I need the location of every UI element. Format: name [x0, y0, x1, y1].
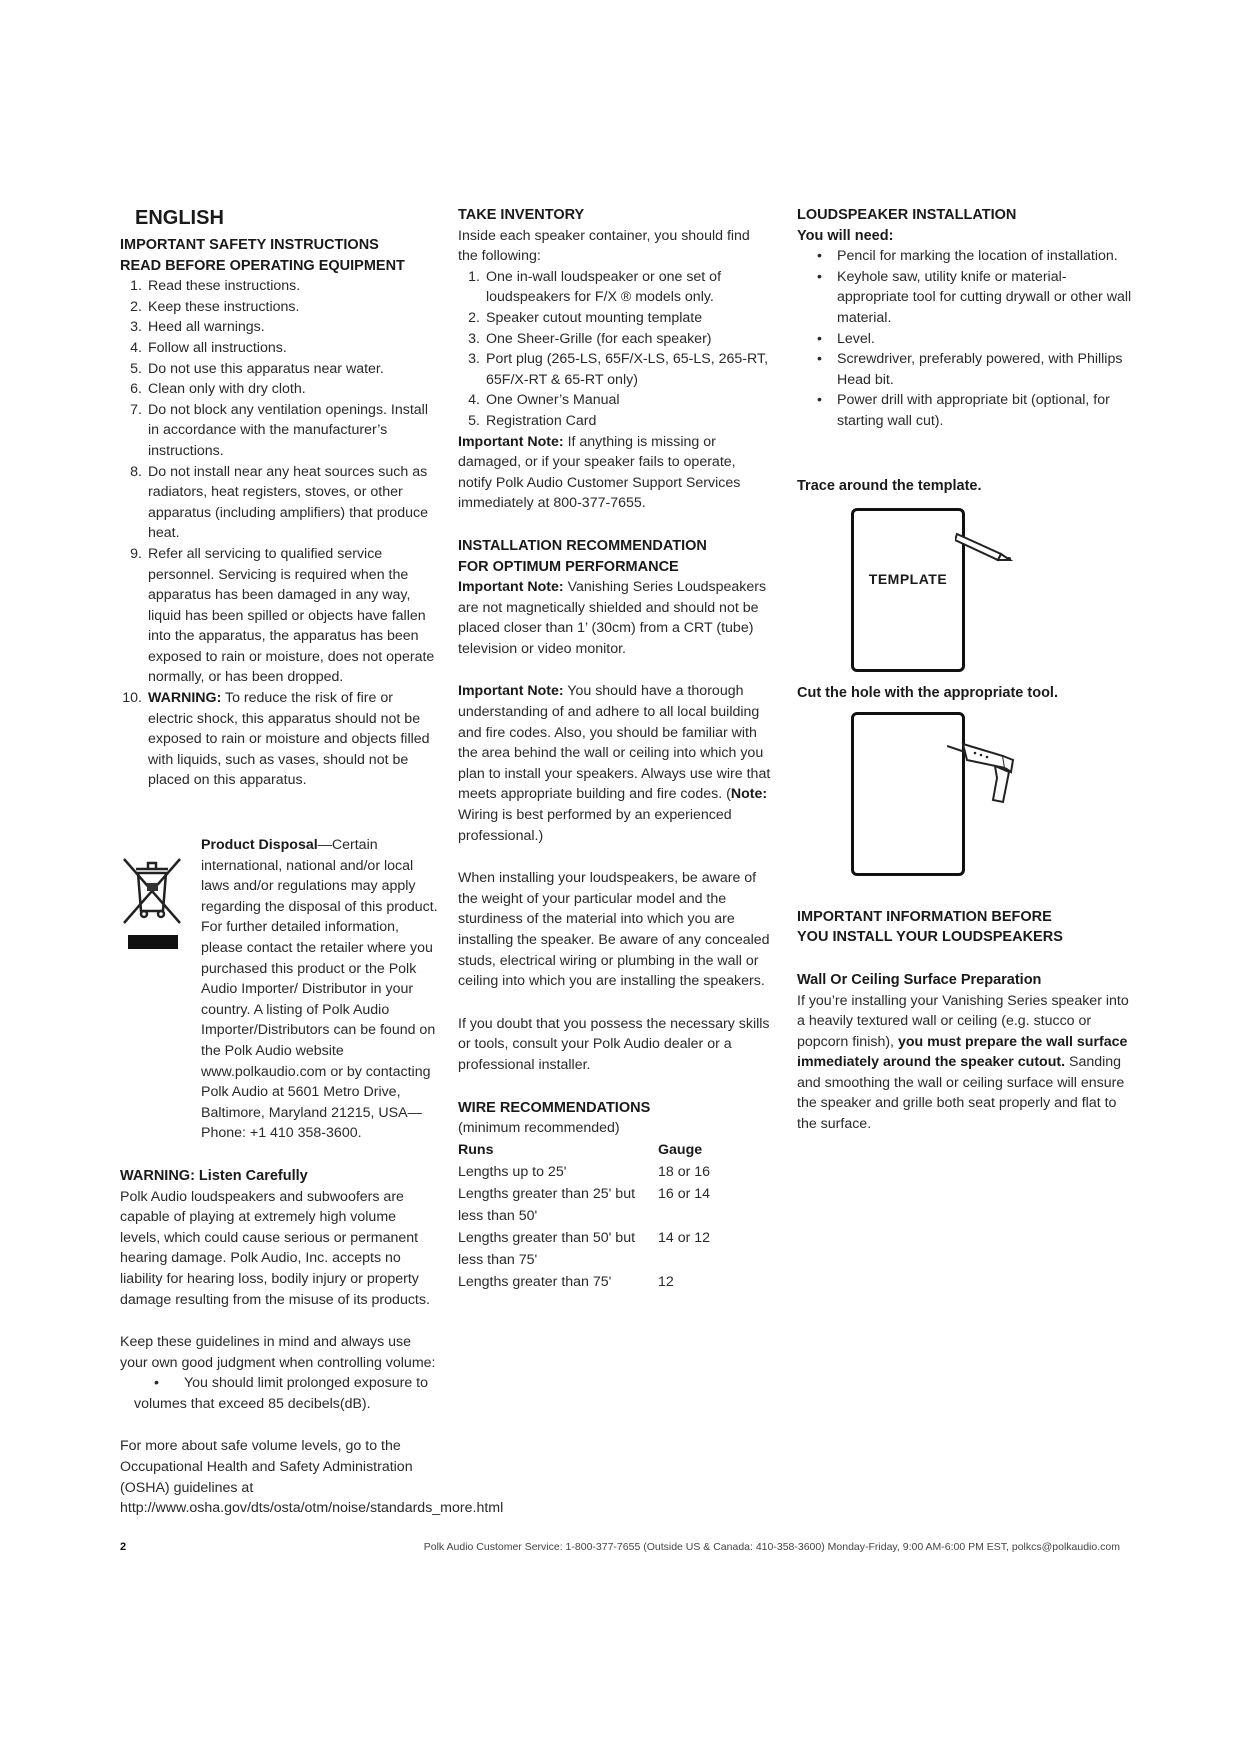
listen-heading: WARNING: Listen Carefully — [120, 1167, 308, 1184]
template-panel: TEMPLATE — [851, 508, 965, 672]
column-safety — [120, 205, 504, 1519]
wire-heading: WIRE RECOMMENDATIONS — [458, 1099, 651, 1116]
list-item: 8. Do not install near any heat sources such as radiators, heat registers, stoves, or other apparatus (including amplifiers) that produce heat. — [130, 463, 428, 542]
osha-paragraph: For more about safe volume levels, go to the Occupational Health and Safety Administration (OSHA) guidelines at http://www.osha.gov/dts/osta/otm/noise/standards_more.html — [120, 1438, 504, 1517]
doubt-paragraph: If you doubt that you possess the necessary skills or tools, consult your Polk Audio dealer or a professional installer. — [458, 1015, 770, 1073]
wire-table — [458, 1139, 710, 1293]
installation-heading: LOUDSPEAKER INSTALLATION — [797, 207, 1017, 223]
list-item: 2. Speaker cutout mounting template — [468, 309, 703, 326]
list-item: 3. Port plug (265-LS, 65F/X-LS, 65-LS, 265-RT, 65F/X-RT & 65-RT only) — [468, 351, 769, 388]
listen-paragraph: Polk Audio loudspeakers and subwoofers are capable of playing at extremely high volume levels, which could cause serious or permanent hearing damage. Polk Audio, Inc. accepts no liability for hearing loss, bodily injury or property damage resulting from the misuse of its products. — [120, 1188, 430, 1308]
list-item: 5. Registration Card — [468, 412, 597, 429]
recommendation-heading: INSTALLATION RECOMMENDATION FOR OPTIMUM PERFORMANCE — [458, 537, 707, 575]
important-info-heading: IMPORTANT INFORMATION BEFORE YOU INSTALL YOUR LOUDSPEAKERS — [797, 908, 1063, 946]
column-installation — [797, 205, 1132, 1135]
list-item: • Power drill with appropriate bit (optional, for starting wall cut). — [817, 392, 1110, 429]
wire-subheading: (minimum recommended) — [458, 1120, 620, 1137]
page-number: 2 — [120, 1541, 127, 1553]
product-disposal: Product Disposal—Certain international, national and/or local laws and/or regulations may apply regarding the disposal of this product. For further detailed information, please contact the retailer where you purchased this product or the Polk Audio Importer/ Distributor in your country. A listing of Polk Audio Importer/Distributors can be found on the Polk Audio website www.polkaudio.com or by contacting Polk Audio at 5601 Metro Drive, Baltimore, Maryland 21215, USA—Phone: +1 410 358-3600. — [120, 835, 440, 1144]
tools-list — [797, 246, 1132, 431]
table-header-row: Runs Gauge — [458, 1141, 703, 1158]
table-row: Lengths up to 25' 18 or 16 — [458, 1163, 711, 1180]
inventory-list — [458, 267, 773, 432]
trace-caption: Trace around the template. — [797, 477, 982, 494]
list-item: 3. Heed all warnings. — [130, 319, 265, 336]
list-item: 5. Do not use this apparatus near water. — [130, 360, 384, 377]
list-item: • Pencil for marking the location of installation. — [817, 248, 1118, 265]
safety-instructions-list — [120, 276, 440, 791]
safety-heading: IMPORTANT SAFETY INSTRUCTIONS READ BEFORE OPERATING EQUIPMENT — [120, 237, 405, 274]
list-item: 9. Refer all servicing to qualified service personnel. Servicing is required when the apparatus has been damaged in any way, liquid has been spilled or objects have fallen into the apparatus, the apparatus has been exposed to rain or moisture, does not operate normally, or has been dropped. — [130, 545, 435, 686]
pencil-icon — [955, 528, 1015, 568]
list-item: 6. Clean only with dry cloth. — [130, 381, 306, 398]
inventory-heading: TAKE INVENTORY — [458, 207, 585, 223]
list-item: 4. Follow all instructions. — [130, 339, 287, 356]
surface-prep-heading: Wall Or Ceiling Surface Preparation — [797, 971, 1042, 988]
building-codes-note: Important Note: You should have a thorough understanding of and adhere to all local building and fire codes. Also, you should be familiar with the area behind the wall or ceiling into which you plan to install your speakers. Always use wire that meets appropriate building and fire codes. (Note: Wiring is best performed by an experienced professional.) — [458, 683, 771, 844]
list-item: 3. One Sheer-Grille (for each speaker) — [468, 330, 712, 347]
table-row: Lengths greater than 75' 12 — [458, 1273, 674, 1290]
list-item: • You should limit prolonged exposure to volumes that exceed 85 decibels(dB). — [134, 1375, 428, 1412]
power-drill-icon — [947, 738, 1027, 808]
weight-paragraph: When installing your loudspeakers, be aware of the weight of your particular model and the sturdiness of the material into which you are installing the speaker. Be aware of any concealed studs, electrical wiring or plumbing in the wall or ceiling into which you are installing the speakers. — [458, 870, 770, 990]
you-will-need-label: You will need: — [797, 227, 894, 244]
language-heading: ENGLISH — [135, 207, 224, 229]
warning-item: 10. WARNING: To reduce the risk of fire or electric shock, this apparatus should not be exposed to rain or moisture and objects filled with liquids, such as vases, should not be placed on this apparatus. — [122, 690, 430, 789]
weee-crossed-bin-icon — [120, 843, 184, 953]
cut-caption: Cut the hole with the appropriate tool. — [797, 685, 1058, 702]
template-illustration — [797, 508, 1132, 683]
shielding-note: Important Note: Vanishing Series Loudspeakers are not magnetically shielded and should not be placed closer than 1’ (30cm) from a CRT (tube) television or video monitor. — [458, 579, 767, 657]
customer-service-line: Polk Audio Customer Service: 1-800-377-7655 (Outside US & Canada: 410-358-3600) Monday-Friday, 9:00 AM-6:00 PM EST, polkcs@polkaudio.com — [423, 1541, 1120, 1553]
missing-items-note: Important Note: If anything is missing or damaged, or if your speaker fails to operate, notify Polk Audio Customer Support Services immediately at 800-377-7655. — [458, 433, 741, 512]
inventory-intro: Inside each speaker container, you should find the following: — [458, 227, 750, 265]
list-item: 4. One Owner’s Manual — [468, 392, 620, 409]
list-item: 7. Do not block any ventilation openings. Install in accordance with the manufacturer’s instructions. — [130, 401, 428, 459]
table-row: Lengths greater than 50' but less than 75' 14 or 12 — [458, 1229, 711, 1268]
list-item: • Level. — [817, 330, 875, 347]
guidelines-paragraph: Keep these guidelines in mind and always use your own good judgment when controlling volume: — [120, 1334, 436, 1371]
list-item: 2. Keep these instructions. — [130, 298, 300, 315]
list-item: 1. One in-wall loudspeaker or one set of loudspeakers for F/X ® models only. — [468, 268, 722, 306]
guidelines-list — [120, 1373, 440, 1414]
list-item: • Screwdriver, preferably powered, with Phillips Head bit. — [817, 351, 1123, 388]
column-inventory — [458, 205, 773, 1293]
cut-illustration — [797, 712, 1132, 887]
table-row: Lengths greater than 25' but less than 50' 16 or 14 — [458, 1185, 711, 1224]
list-item: • Keyhole saw, utility knife or material-appropriate tool for cutting drywall or other wall material. — [817, 268, 1132, 326]
list-item: 1. Read these instructions. — [130, 278, 301, 295]
surface-prep-paragraph: If you’re installing your Vanishing Series speaker into a heavily textured wall or ceiling (e.g. stucco or popcorn finish), you must prepare the wall surface immediately around the speaker cutout. Sanding and smoothing the wall or ceiling surface will ensure the speaker and grille both seat properly and flat to the surface. — [797, 992, 1129, 1133]
